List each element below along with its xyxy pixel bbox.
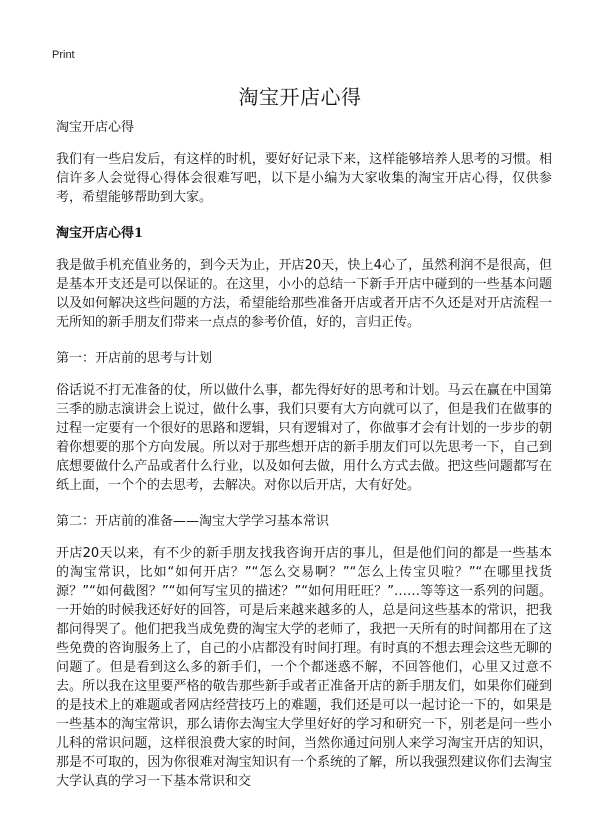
intro-paragraph: 我们有一些启发后，有这样的时机，要好好记录下来，这样能够培养人思考的习惯。相信许多人会觉得心得体会很难写吧，以下是小编为大家收集的淘宝开店心得，仅供参考，希望能够帮助到大家。 [56,152,552,205]
page-title: 淘宝开店心得 [238,85,362,109]
paragraph-3: 开店20天以来，有不少的新手朋友找我咨询开店的事儿，但是他们问的都是一些基本的淘宝常识，比如“如何开店？”“怎么交易啊？”“怎么上传宝贝啦？”“在哪里找货源？”“如何截图？”“如何写宝贝的描述？”“如何用旺旺？”……等等这一系列的问题。一开始的时候我还好好的回答，可是后来越来越多的人，总是问这些基本的常识，把我都问得哭了。他们把我当成免费的淘宝大学的老师了，我把一天所有的时间都用在了这些免费的咨询服务上了，自己的小店都没有时间打理。有时真的不想去理会这些无聊的问题了。但是看到这么多的新手们，一个个都迷惑不解，不回答他们，心里又过意不去。所以我在这里要严格的敬告那些新手或者正准备开店的新手朋友们，如果你们碰到的是技术上的难题或者网店经营技巧上的难题，我们还是可以一起讨论一下的，如果是一些基本的淘宝常识，那么请你去淘宝大学里好好的学习和研究一下，别老是问一些小儿科的常识问题，这样很浪费大家的时间，当然你通过问别人来学习淘宝开店的知识，那是不可取的，因为你很难对淘宝知识有一个系统的了解，所以我强烈建议你们去淘宝大学认真的学习一下基本常识和交 [56,546,552,789]
article-subtitle: 淘宝开店心得 [56,120,135,135]
paragraph-1: 我是做手机充值业务的，到今天为止，开店20天，快上4心了，虽然利润不是很高，但是基本开支还是可以保证的。在这里，小小的总结一下新手开店中碰到的一些基本问题以及如何解决这些问题的方法，希望能给那些准备开店或者开店不久还是对开店流程一无所知的新手朋友们带来一点点的参考价值，好的，言归正传。 [56,258,552,330]
section-title-1: 第一：开店前的思考与计划 [56,351,213,366]
print-link[interactable]: Print [52,49,75,61]
section-title-2: 第二：开店前的准备——淘宝大学学习基本常识 [56,514,330,529]
article-body [56,118,552,808]
section-heading-1: 淘宝开店心得1 [56,226,144,241]
paragraph-2: 俗话说不打无准备的仗，所以做什么事，都先得好好的思考和计划。马云在赢在中国第三季的励志演讲会上说过，做什么事，我们只要有大方向就可以了，但是我们在做事的过程一定要有一个很好的思路和逻辑，只有逻辑对了，你做事才会有计划的一步步的朝着你想要的那个方向发展。所以对于那些想开店的新手朋友们可以先思考一下，自己到底想要做什么产品或者什么行业，以及如何去做，用什么方式去做。把这些问题都写在纸上面，一个个的去思考，去解决。对你以后开店，大有好处。 [56,383,552,493]
